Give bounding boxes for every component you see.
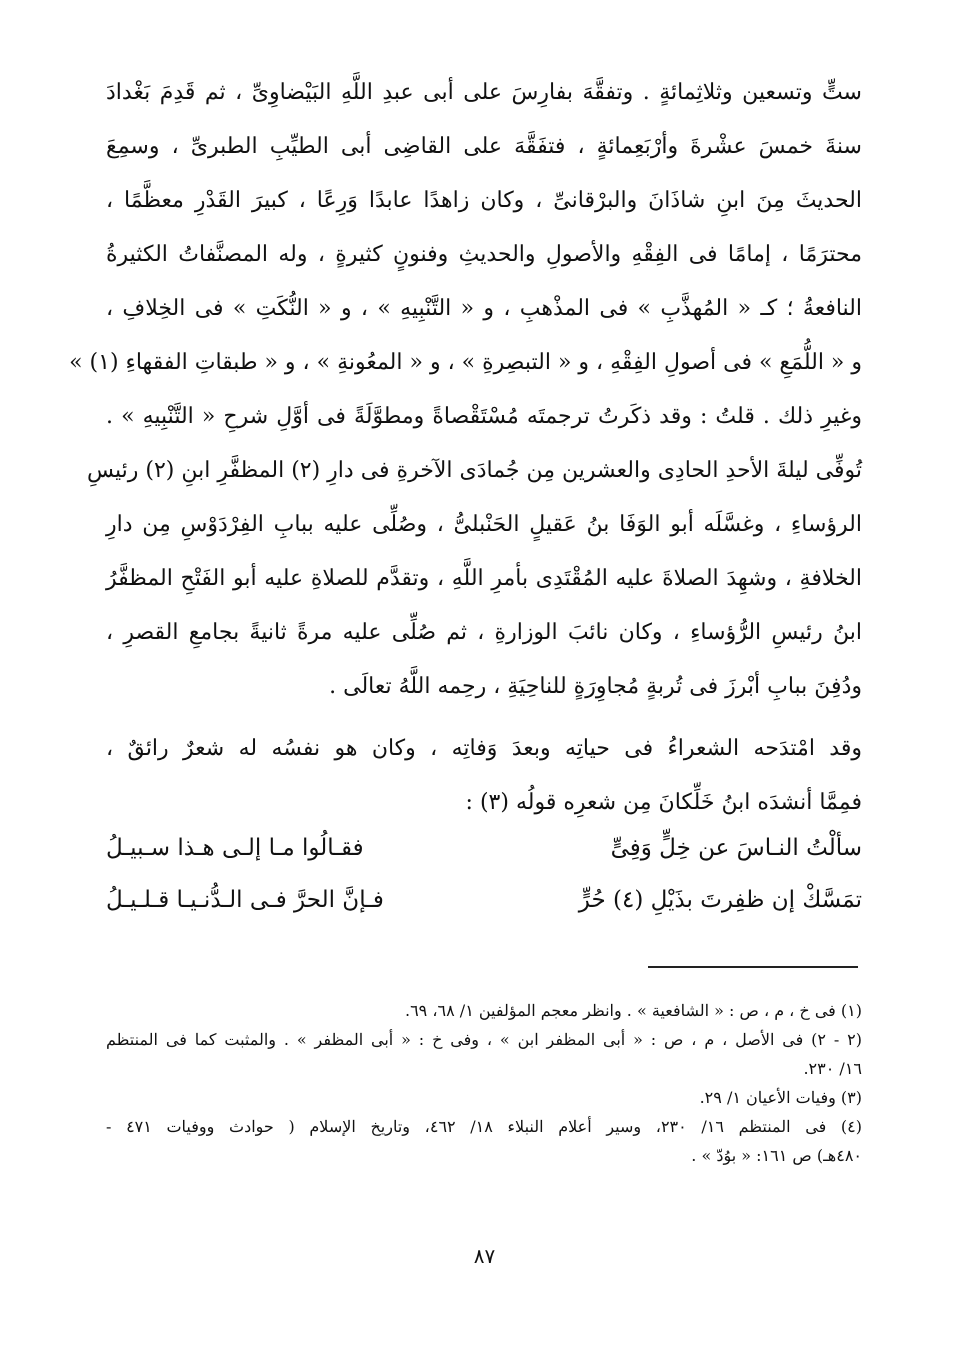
verse-second-hemistich: فقـالُوا مـا إلـى هـذا سـبيـلُ <box>106 835 364 861</box>
text-line: الرؤساءِ ، وغسَّلَه أبو الوَفَا بنُ عَقيلٍ الحَنْبلىُّ ، وصُلِّى عليه ببابِ الفِرْدَوْسِ مِن دارِ <box>106 512 862 537</box>
footnote: (٢ - ٢) فى الأصل ، م ، ص : « أبى المظفر ابن » ، وفى خ : « أبى المظفر » . والمثبت كما فى المنتظم <box>106 1030 863 1049</box>
text-line: الخلافةِ ، وشهِدَ الصلاةَ عليه المُقْتَدِى بأمرِ اللَّهِ ، وتقدَّم للصلاةِ عليه أبو الفَتْحِ المظفَّرُ <box>106 566 862 591</box>
text-line: تُوفِّى ليلةَ الأحدِ الحادِى والعشرين مِن جُمادَى الآخرةِ فى دارِ (٢) المظفَّرِ ابنِ (٢) رئيسِ <box>86 458 862 483</box>
poem-verse <box>106 822 862 874</box>
text-line: ابنُ رئيسِ الرُّؤساءِ ، وكان نائبَ الوزارةِ ، ثم صُلِّى عليه مرةً ثانيةً بجامعِ القصرِ ، <box>106 620 862 645</box>
text-line: ودُفِنَ ببابِ أبْرزَ فى تُربةٍ مُجاوِرَةٍ للناحِيَةِ ، رحِمه اللَّهُ تعالَى . <box>329 674 862 699</box>
footnote: (١) فى خ ، م ، ص : « الشافعية » . وانظر معجم المؤلفين ١/ ٦٨، ٦٩. <box>404 1001 862 1020</box>
text-line: ستٍّ وتسعين وثلاثِمائةٍ . وتفقَّهَ بفارِسَ على أبى عبدِ اللَّهِ البَيْضاوِىِّ ، ثم قَدِمَ بَغْدادَ <box>106 80 862 105</box>
footnote-separator <box>648 966 858 968</box>
text-line: فمِمَّا أنشدَه ابنُ خَلِّكانَ مِن شعرِه قولُه (٣) : <box>465 790 862 815</box>
text-line: سنةَ خمسَ عشْرةَ وأرْبَعِمائةٍ ، فتفَقَّهَ على القاضِى أبى الطيِّبِ الطبرىِّ ، وسمِعَ <box>106 134 862 159</box>
paragraph-poetry-intro <box>106 722 862 830</box>
footnote-continuation: ٤٨٠هـ) ص ١٦١: « بوُدّ » . <box>691 1146 862 1165</box>
poem-verse <box>106 874 862 926</box>
verse-first-hemistich: تمَسَّكْ إن ظفِرتَ بذَيْلِ (٤) حُرٍّ <box>578 887 862 913</box>
footnotes <box>106 996 862 1170</box>
text-line: وقد امْتدَحه الشعراءُ فى حياتِه وبعدَ وَفاتِه ، وكان هو نفسُه له شعرٌ رائقٌ ، <box>106 736 862 761</box>
poem <box>106 822 862 926</box>
page-number: ٨٧ <box>473 1244 496 1268</box>
footnote: (٤) فى المنتظم ١٦/ ٢٣٠، وسير أعلام النبلاء ١٨/ ٤٦٢، وتاريخ الإسلام ( حوادث ووفيات ٤٧١ - <box>106 1117 862 1136</box>
footnote: (٣) وفيات الأعيان ١/ ٢٩. <box>699 1088 862 1107</box>
text-line: النافعةُ ؛ كـ « المُهذَّبِ » فى المذْهبِ ، و « التَّنْبِيهِ » ، و « النُّكَتِ » فى الخِلافِ ، <box>106 296 862 321</box>
text-line: وغيرِ ذلك . قلتُ : وقد ذكَرتُ ترجمتَه مُسْتَقْصاةً ومطوَّلَةً فى أوَّلِ شرحِ « التَّنْبِيهِ » . <box>106 404 862 429</box>
verse-second-hemistich: فـإنَّ الحرَّ فـى الـدُّنـيـا قـلـيـلُ <box>106 887 384 913</box>
text-line: الحديثَ مِنَ ابنِ شاذَانَ والبرْقانىِّ ، وكان زاهدًا عابدًا وَرِعًا ، كبيرَ القَدْرِ معظَّمًا ، <box>106 188 862 213</box>
text-line: و « اللُّمَعِ » فى أصولِ الفِقْهِ ، و « التبصِرةِ » ، و « المعُونةِ » ، و « طبقاتِ الفقهاءِ (١) » <box>69 350 862 375</box>
verse-first-hemistich: سألْتُ النـاسَ عن خِلٍّ وَفِىٍّ <box>610 835 862 861</box>
paragraph-biography <box>69 66 862 714</box>
footnote-continuation: ١٦/ ٢٣٠. <box>803 1059 862 1078</box>
text-line: محترَمًا ، إمامًا فى الفِقْهِ والأصولِ والحديثِ وفنونٍ كثيرةٍ ، وله المصنَّفاتُ الكثيرةُ <box>106 242 862 267</box>
main-text <box>69 66 862 830</box>
